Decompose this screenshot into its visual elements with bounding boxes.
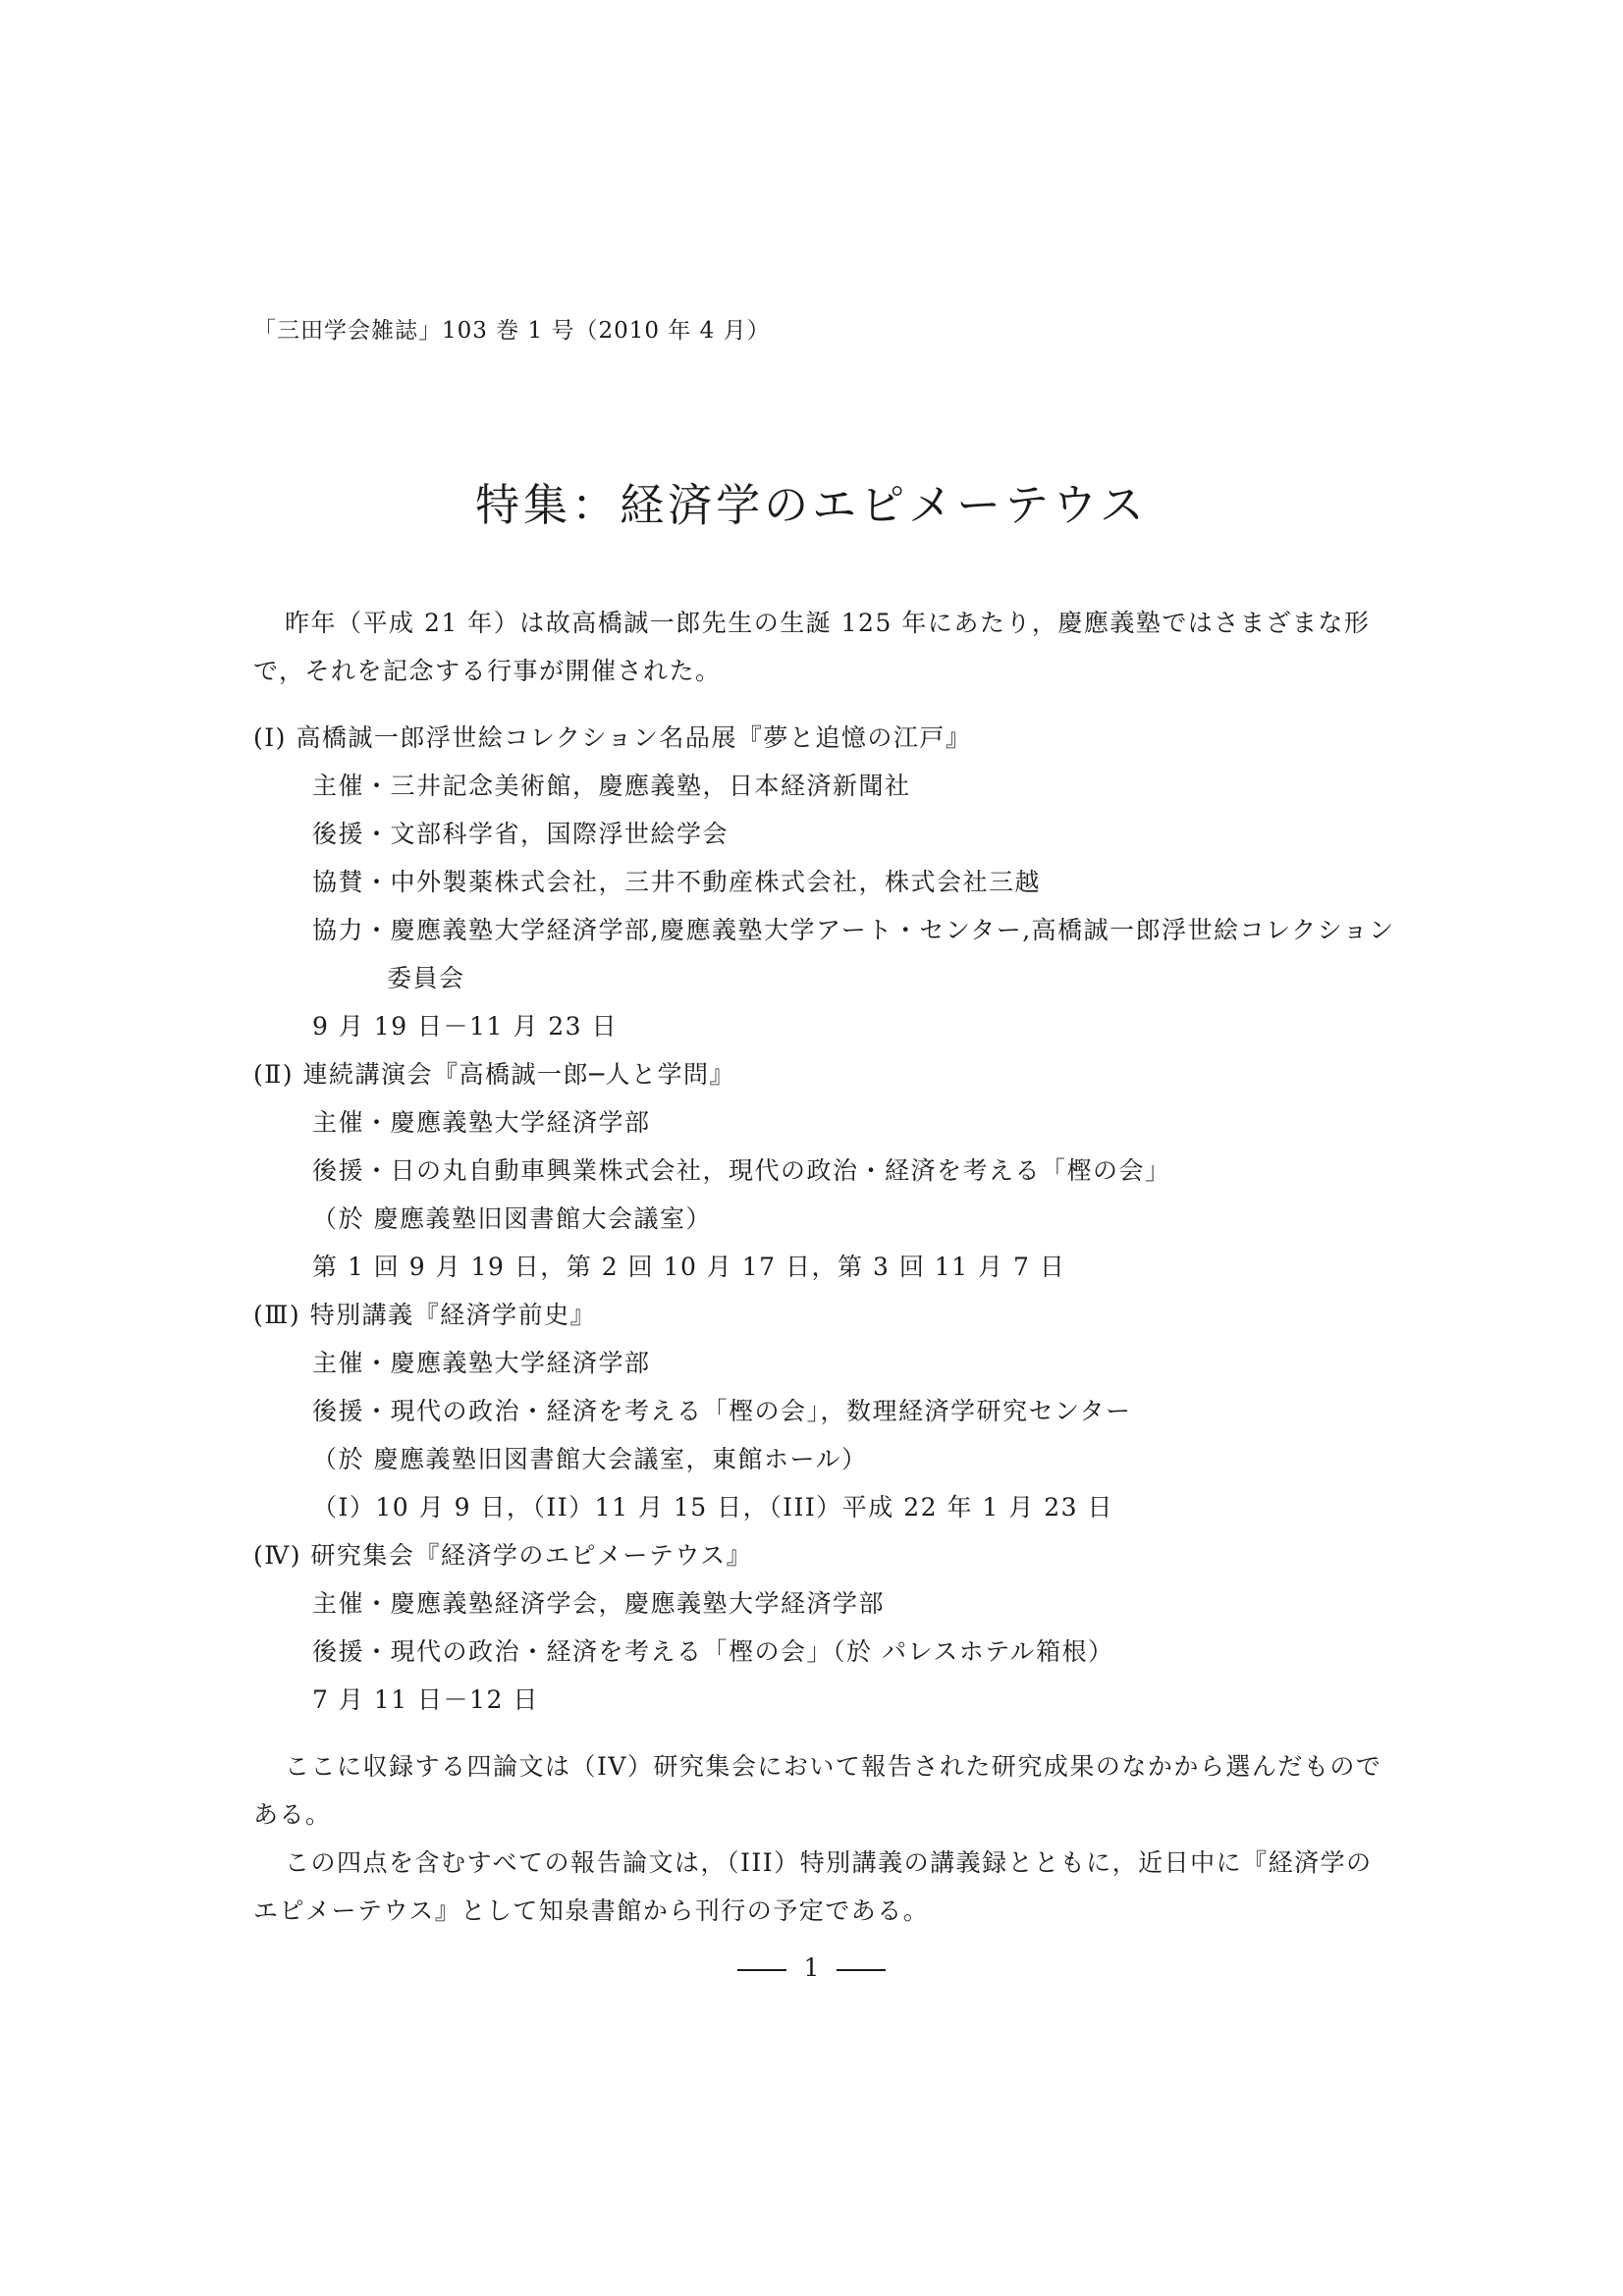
event-heading: (Ⅳ) 研究集会『経済学のエピメーテウス』 (253, 1541, 753, 1570)
event-date: 9 月 19 日－11 月 23 日 (312, 1012, 619, 1041)
page-number: 1 (803, 1953, 820, 1982)
event-date: 7 月 11 日－12 日 (312, 1685, 539, 1714)
event-detail: 主催・慶應義塾大学経済学部 (312, 1349, 651, 1377)
event-detail: 後援・現代の政治・経済を考える「樫の会」，数理経済学研究センター (312, 1397, 1132, 1425)
event-detail-continuation: 委員会 (387, 964, 465, 992)
event-detail: 協賛・中外製薬株式会社，三井不動産株式会社，株式会社三越 (312, 868, 1042, 896)
event-list (253, 714, 1395, 1724)
event-section-1 (253, 714, 1395, 1050)
event-detail: 主催・慶應義塾大学経済学部 (312, 1108, 651, 1137)
event-section-4 (253, 1531, 1382, 1724)
event-heading: (Ⅲ) 特別講義『経済学前史』 (253, 1301, 597, 1329)
closing-paragraph: この四点を含むすべての報告論文は，（III）特別講義の講義録とともに，近日中に『経済学のエピメーテウス』として知泉書館から刊行の予定である。 (253, 1848, 1373, 1925)
event-detail: 主催・慶應義塾経済学会，慶應義塾大学経済学部 (312, 1589, 886, 1618)
event-venue: （於 慶應義塾旧図書館大会議室） (312, 1204, 712, 1233)
page-title: 特集：経済学のエピメーテウス (475, 479, 1148, 531)
event-heading: (Ⅱ) 連続講演会『高橋誠一郎─人と学問』 (253, 1060, 735, 1089)
journal-citation: 「三田学会雑誌」103 巻 1 号（2010 年 4 月） (253, 318, 771, 344)
event-detail: 後援・文部科学省，国際浮世絵学会 (312, 820, 730, 848)
footer-rule-right (837, 1969, 886, 1971)
closing-paragraph: ここに収録する四論文は（IV）研究集会において報告された研究成果のなかから選んだものである。 (253, 1752, 1382, 1829)
event-detail: 主催・三井記念美術館，慶應義塾，日本経済新聞社 (312, 772, 911, 800)
event-section-3 (253, 1291, 1382, 1531)
event-detail: 後援・日の丸自動車興業株式会社，現代の政治・経済を考える「樫の会」 (312, 1156, 1171, 1185)
event-detail: 後援・現代の政治・経済を考える「樫の会」（於 パレスホテル箱根） (312, 1637, 1114, 1666)
page-footer (0, 1953, 1623, 1982)
intro-paragraph: 昨年（平成 21 年）は故高橋誠一郎先生の生誕 125 年にあたり，慶應義塾ではさまざまな形で，それを記念する行事が開催された。 (253, 609, 1371, 685)
footer-rule-left (737, 1969, 786, 1971)
event-heading: (Ⅰ) 高橋誠一郎浮世絵コレクション名品展『夢と追憶の江戸』 (253, 723, 972, 752)
event-detail: 協力・慶應義塾大学経済学部,慶應義塾大学アート・センター,高橋誠一郎浮世絵コレクション (312, 916, 1395, 944)
event-section-2 (253, 1050, 1382, 1291)
event-date: 第 1 回 9 月 19 日，第 2 回 10 月 17 日，第 3 回 11 月 7 日 (312, 1253, 1066, 1281)
closing-paragraphs (253, 1742, 1382, 1935)
event-venue: （於 慶應義塾旧図書館大会議室，東館ホール） (312, 1445, 868, 1473)
event-date: （I）10 月 9 日，（II）11 月 15 日，（III）平成 22 年 1 月 23 日 (312, 1493, 1113, 1522)
